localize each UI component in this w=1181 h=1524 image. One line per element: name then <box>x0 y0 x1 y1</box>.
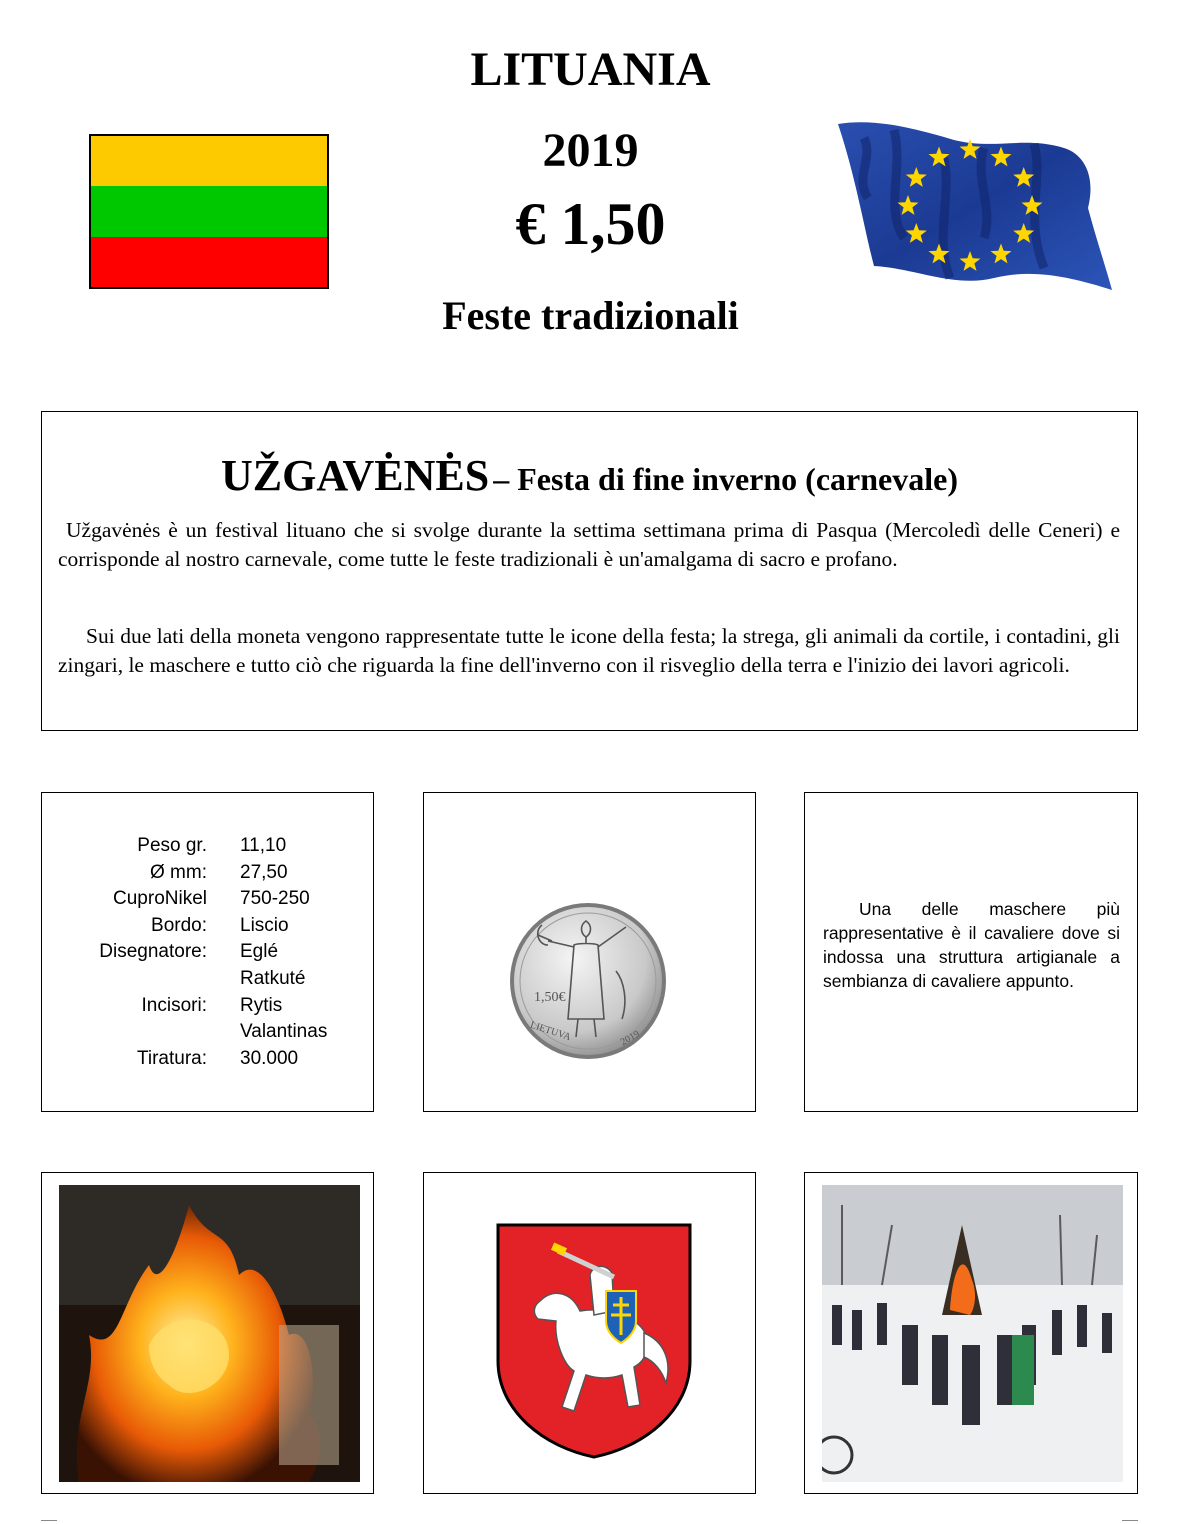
snow-festival-dance-photo <box>822 1185 1123 1482</box>
spec-label <box>80 1019 240 1046</box>
edge-mark-right <box>1122 1520 1138 1521</box>
spec-row <box>80 966 360 993</box>
spec-value: 30.000 <box>240 1047 299 1069</box>
info-heading <box>42 450 1137 501</box>
spec-label: Ø mm: <box>150 861 207 883</box>
info-box <box>41 411 1138 731</box>
burning-effigy-photo <box>59 1185 360 1482</box>
spec-value: Valantinas <box>240 1021 328 1043</box>
spec-label: Bordo: <box>151 914 207 936</box>
spec-value: 11,10 <box>240 835 287 856</box>
lithuania-coat-of-arms-icon <box>494 1221 694 1461</box>
flag-stripe-green <box>91 186 327 236</box>
coin-year: 2019 <box>618 1028 642 1049</box>
specs-table <box>80 833 360 1072</box>
spec-label <box>80 966 240 993</box>
spec-label: CuproNikel <box>113 888 207 910</box>
info-paragraph-1: Užgavėnės è un festival lituano che si svolge durante la settima settimana prima di Pasqua (Mercoledì delle Ceneri) e corrisponde al nostro carnevale, come tutte le feste tradizionali è un'amalgama di sacro e profano. <box>58 518 1120 571</box>
coat-of-arms-card <box>423 1172 756 1494</box>
mask-note: Una delle maschere più rappresentative è il cavaliere dove si indossa una struttura artigianale a sembianza di cavaliere appunto. <box>823 899 1120 991</box>
spec-row <box>80 833 360 860</box>
coin-card <box>423 792 756 1112</box>
spec-row <box>80 993 360 1020</box>
spec-row <box>80 1046 360 1073</box>
spec-value: 750-250 <box>240 888 310 910</box>
spec-label: Disegnatore: <box>99 941 207 963</box>
flag-stripe-yellow <box>91 136 327 186</box>
coin-denomination: 1,50€ <box>534 990 566 1005</box>
page-title: LITUANIA <box>470 43 711 96</box>
festival-description: – Festa di fine inverno (carnevale) <box>493 461 958 497</box>
specs-card <box>41 792 374 1112</box>
spec-label: Tiratura: <box>136 1047 207 1069</box>
coin-legend: LIETUVA <box>528 1019 573 1044</box>
spec-value: 27,50 <box>240 861 288 883</box>
spec-row <box>80 860 360 887</box>
face-value: € 1,50 <box>515 191 666 257</box>
spec-row <box>80 913 360 940</box>
spec-value: Liscio <box>240 914 289 936</box>
spec-row <box>80 939 360 966</box>
spec-label: Peso gr. <box>137 835 207 856</box>
spec-value: Ratkuté <box>240 967 306 989</box>
info-paragraph-2: Sui due lati della moneta vengono rappresentate tutte le icone della festa; la strega, gli animali da cortile, i contadini, gli zingari, le maschere e tutto ciò che riguarda la fine dell'inverno con il risveglio della terra e l'inizio dei lavori agricoli. <box>58 624 1120 677</box>
edge-mark-left <box>41 1520 57 1521</box>
lithuania-flag-icon <box>89 134 329 289</box>
coin-image <box>508 901 668 1061</box>
spec-value: Eglé <box>240 941 279 963</box>
fire-photo-card <box>41 1172 374 1494</box>
spec-row <box>80 1019 360 1046</box>
issue-year: 2019 <box>542 124 639 177</box>
festival-name: UŽGAVĖNĖS <box>221 451 490 500</box>
dance-photo-card <box>804 1172 1138 1494</box>
spec-value: Rytis <box>240 994 283 1016</box>
spec-row <box>80 886 360 913</box>
flag-stripe-red <box>91 237 327 287</box>
series-title: Feste tradizionali <box>442 293 739 338</box>
eu-flag-icon <box>834 118 1114 294</box>
spec-label: Incisori: <box>141 994 207 1016</box>
mask-note-card <box>804 792 1138 1112</box>
